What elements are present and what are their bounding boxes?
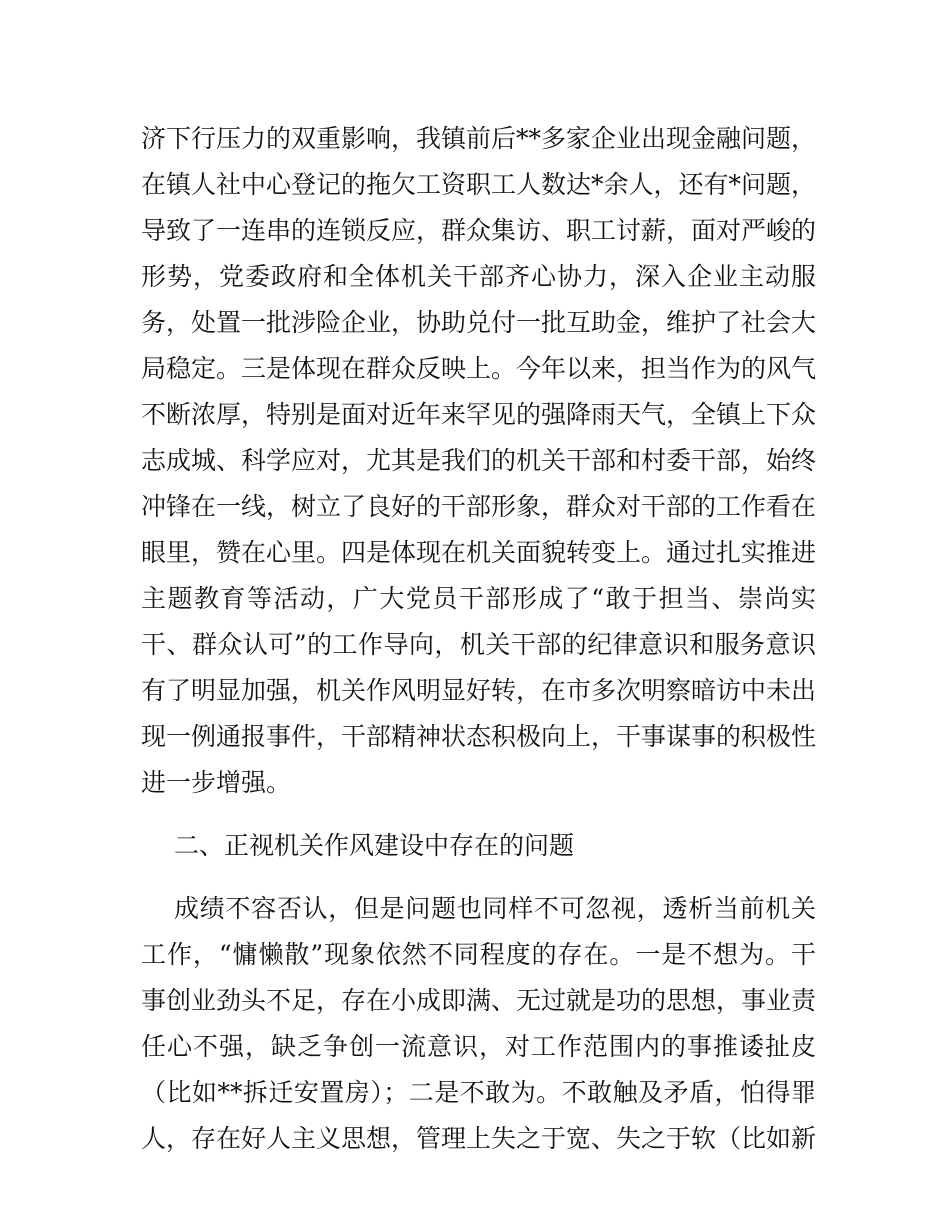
paragraph-line: 有了明显加强，机关作风明显好转，在市多次明察暗访中未出 xyxy=(141,676,817,705)
paragraph-line: 冲锋在一线，树立了良好的干部形象，群众对干部的工作看在 xyxy=(141,492,817,521)
paragraph-line: 不断浓厚，特别是面对近年来罕见的强降雨天气，全镇上下众 xyxy=(141,400,817,429)
section-heading: 二、正视机关作风建设中存在的问题 xyxy=(174,831,575,860)
paragraph-2 xyxy=(141,886,816,1162)
paragraph-1 xyxy=(141,116,816,806)
paragraph-line: 成绩不容否认，但是问题也同样不可忽视，透析当前机关 xyxy=(174,894,816,923)
paragraph-line: 现一例通报事件，干部精神状态积极向上，干事谋事的积极性 xyxy=(141,722,817,751)
paragraph-line: 济下行压力的双重影响，我镇前后**多家企业出现金融问题， xyxy=(141,124,817,153)
paragraph-line: 志成城、科学应对，尤其是我们的机关干部和村委干部，始终 xyxy=(141,446,817,475)
paragraph-line: 工作，“慵懒散”现象依然不同程度的存在。一是不想为。干 xyxy=(141,940,816,969)
paragraph-line: 干、群众认可”的工作导向，机关干部的纪律意识和服务意识 xyxy=(141,630,816,659)
document-body xyxy=(141,116,816,1162)
paragraph-line: （比如**拆迁安置房）；二是不敢为。不敢触及矛盾，怕得罪 xyxy=(141,1078,816,1107)
paragraph-spacer xyxy=(141,869,816,886)
paragraph-line: 人，存在好人主义思想，管理上失之于宽、失之于软（比如新 xyxy=(141,1124,817,1153)
paragraph-spacer xyxy=(141,806,816,823)
paragraph-line: 主题教育等活动，广大党员干部形成了“敢于担当、崇尚实 xyxy=(141,584,816,613)
paragraph-line: 眼里，赞在心里。四是体现在机关面貌转变上。通过扎实推进 xyxy=(141,538,817,567)
paragraph-line: 导致了一连串的连锁反应，群众集访、职工讨薪，面对严峻的 xyxy=(141,216,817,245)
paragraph-line: 任心不强，缺乏争创一流意识，对工作范围内的事推诿扯皮 xyxy=(141,1032,816,1061)
paragraph-line: 在镇人社中心登记的拖欠工资职工人数达*余人，还有*问题， xyxy=(141,170,817,199)
paragraph-line: 形势，党委政府和全体机关干部齐心协力，深入企业主动服 xyxy=(141,262,816,291)
paragraph-line: 局稳定。三是体现在群众反映上。今年以来，担当作为的风气 xyxy=(141,354,817,383)
paragraph-line: 进一步增强。 xyxy=(141,768,292,797)
paragraph-line: 事创业劲头不足，存在小成即满、无过就是功的思想，事业责 xyxy=(141,986,817,1015)
paragraph-line: 务，处置一批涉险企业，协助兑付一批互助金，维护了社会大 xyxy=(141,308,817,337)
